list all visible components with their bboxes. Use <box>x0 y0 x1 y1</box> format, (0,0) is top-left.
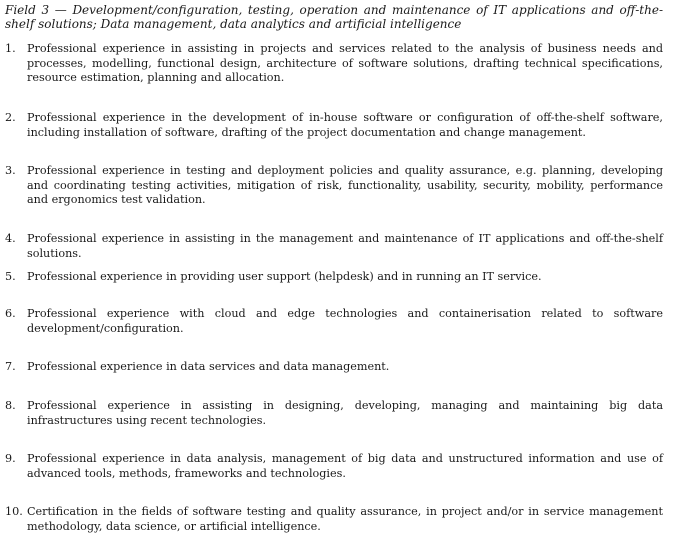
item-text: Professional experience in assisting in projects and services related to the analysis of business needs and processes, modelling, functional design, architecture of software solutions, drafting technical specifications, resource estimation, planning and allocation. <box>27 42 663 84</box>
item-text: Professional experience with cloud and edge technologies and containerisation related to software development/configuration. <box>27 307 663 335</box>
item-number: 4. <box>5 232 16 245</box>
item-text: Professional experience in the development of in-house software or configuration of off-the-shelf software, including installation of software, drafting of the project documentation and change management. <box>27 111 663 139</box>
field-label: Field 3 <box>5 3 50 17</box>
item-text: Professional experience in data services and data management. <box>27 360 390 373</box>
list-item <box>5 307 663 336</box>
item-text: Professional experience in providing user support (helpdesk) and in running an IT service. <box>27 270 542 283</box>
item-text: Professional experience in testing and deployment policies and quality assurance, e.g. planning, developing and coordinating testing activities, mitigation of risk, functionality, usability, security, mobility, performance and ergonomics test validation. <box>27 164 663 206</box>
item-number: 7. <box>5 360 16 373</box>
title-separator: — <box>54 3 67 17</box>
list-item <box>5 360 663 375</box>
item-text: Professional experience in assisting in designing, developing, managing and maintaining big data infrastructures using recent technologies. <box>27 399 663 427</box>
item-number: 3. <box>5 164 16 177</box>
item-text: Certification in the fields of software testing and quality assurance, in project and/or in service management methodology, data science, or artificial intelligence. <box>27 505 663 533</box>
list-item <box>5 164 663 208</box>
list-item <box>5 505 663 534</box>
list-item <box>5 452 663 481</box>
list-item <box>5 399 663 428</box>
item-text: Professional experience in data analysis, management of big data and unstructured information and use of advanced tools, methods, frameworks and technologies. <box>27 452 663 480</box>
list-item <box>5 232 663 261</box>
document-page <box>5 3 663 39</box>
list-item <box>5 111 663 140</box>
field-title: Development/configuration, testing, operation and maintenance of IT applications and off-the-shelf solutions; Data management, data analytics and artificial intelligence <box>5 3 664 31</box>
list-item <box>5 42 663 86</box>
item-number: 6. <box>5 307 16 320</box>
item-number: 10. <box>5 505 23 518</box>
item-text: Professional experience in assisting in the management and maintenance of IT applications and off-the-shelf solutions. <box>27 232 663 260</box>
section-title <box>5 3 663 31</box>
item-number: 8. <box>5 399 16 412</box>
item-number: 5. <box>5 270 16 283</box>
item-number: 9. <box>5 452 16 465</box>
item-number: 2. <box>5 111 16 124</box>
list-item <box>5 270 663 285</box>
item-number: 1. <box>5 42 16 55</box>
